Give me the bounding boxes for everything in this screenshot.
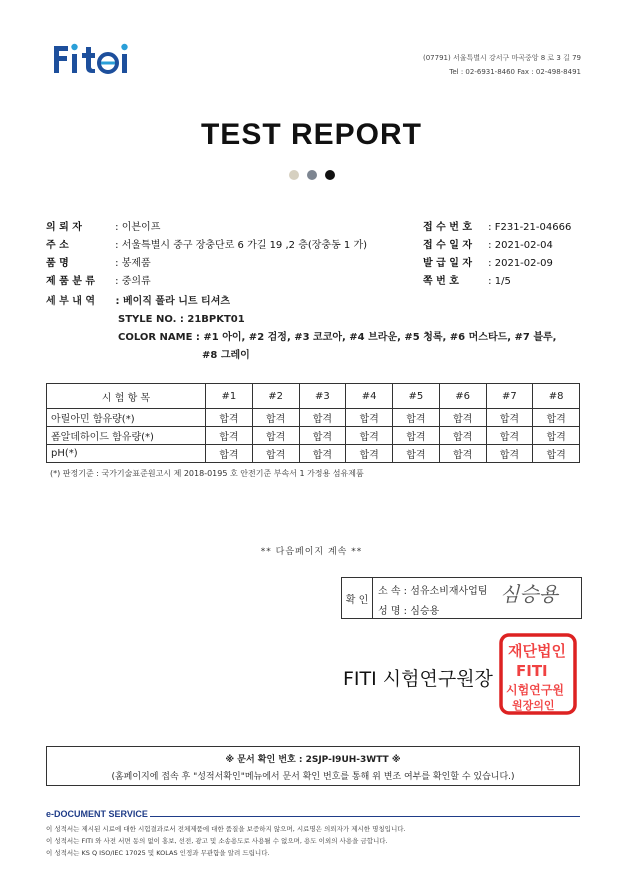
address-line: (07791) 서울특별시 강서구 마곡중앙 8 로 3 길 79	[422, 54, 581, 62]
table-header-cell: #7	[486, 384, 533, 409]
table-cell: 합격	[346, 409, 393, 427]
footer-notes	[46, 823, 406, 859]
table-cell: 합격	[486, 409, 533, 427]
svg-text:시험연구원: 시험연구원	[506, 683, 564, 697]
contact-line: Tel : 02-6931-8460 Fax : 02-498-8491	[449, 68, 581, 76]
table-header-cell: #2	[252, 384, 299, 409]
document-instruction: (홈페이지에 접속 후 "성적서확인"메뉴에서 문서 확인 번호를 통해 위 변조 여부를 확인할 수 있습니다.)	[111, 772, 515, 782]
table-cell-label: 아릴아민 함유량(*)	[47, 409, 206, 427]
info-value: 1/5	[494, 276, 511, 287]
info-value: 서울특별시 중구 장충단로 6 가길 19 ,2 층(장충동 1 가)	[121, 240, 368, 251]
table-cell: 합격	[439, 445, 486, 463]
info-row: 품 명 : 봉제품	[46, 258, 151, 269]
info-row: 의 뢰 자 : 이븐이프	[46, 222, 161, 233]
table-cell-label: 폼알데하이드 함유량(*)	[47, 427, 206, 445]
info-row: 주 소 : 서울특별시 중구 장충단로 6 가길 19 ,2 층(장충동 1 가)	[46, 240, 368, 251]
continued-label: ** 다음페이지 계속 **	[260, 547, 363, 557]
table-cell: 합격	[252, 427, 299, 445]
report-title: TEST REPORT	[200, 118, 422, 151]
table-cell: 합격	[393, 445, 440, 463]
table-cell: 합격	[206, 427, 253, 445]
info-key: 의 뢰 자	[46, 222, 82, 233]
table-cell-label: pH(*)	[47, 445, 206, 463]
table-header-cell: #1	[206, 384, 253, 409]
svg-text:FITI: FITI	[516, 662, 548, 680]
table-cell: 합격	[533, 427, 580, 445]
info-value: 중의류	[121, 276, 151, 287]
detail-row: 세 부 내 역 : 베이직 폴라 니트 티셔츠	[46, 296, 231, 307]
info-key: 품 명	[46, 258, 69, 269]
table-cell: 합격	[533, 409, 580, 427]
info-key: 쪽 번 호	[423, 276, 459, 287]
table-cell: 합격	[299, 427, 346, 445]
detail-key: 세 부 내 역	[46, 296, 96, 307]
info-value: 이븐이프	[121, 222, 161, 233]
document-number: ※ 문서 확인 번호 : 2SJP-I9UH-3WTT ※	[225, 755, 401, 765]
decorative-dots	[289, 170, 335, 180]
svg-text:원장의인: 원장의인	[512, 699, 555, 712]
divider	[150, 816, 580, 817]
table-header-cell: #4	[346, 384, 393, 409]
table-cell: 합격	[252, 445, 299, 463]
table-cell: 합격	[486, 427, 533, 445]
info-key: 제 품 분 류	[46, 276, 96, 287]
info-value: F231-21-04666	[494, 222, 572, 233]
table-cell: 합격	[206, 445, 253, 463]
confirm-name: 성 명 : 심승용	[378, 606, 440, 617]
table-cell: 합격	[393, 409, 440, 427]
results-table	[46, 383, 580, 463]
table-header-row	[47, 384, 580, 409]
info-row: 쪽 번 호 : 1/5	[423, 276, 511, 287]
info-key: 접 수 일 자	[423, 240, 473, 251]
director-title: FITI 시험연구원장	[343, 668, 493, 690]
table-cell: 합격	[486, 445, 533, 463]
table-cell: 합격	[299, 445, 346, 463]
table-row	[47, 445, 580, 463]
table-header-cell: #6	[439, 384, 486, 409]
table-cell: 합격	[299, 409, 346, 427]
info-row: 접 수 일 자 : 2021-02-04	[423, 240, 553, 251]
official-seal-icon	[498, 632, 578, 716]
table-header-cell: 시 험 항 목	[47, 384, 206, 409]
color-name-cont: #8 그레이	[202, 350, 250, 361]
info-key: 접 수 번 호	[423, 222, 473, 233]
info-row: 접 수 번 호 : F231-21-04666	[423, 222, 572, 233]
table-cell: 합격	[439, 409, 486, 427]
table-cell: 합격	[252, 409, 299, 427]
detail-section	[46, 294, 556, 363]
info-value: 봉제품	[121, 258, 151, 269]
dot-icon	[325, 170, 335, 180]
footer-line: 이 성적서는 KS Q ISO/IEC 17025 및 KOLAS 인정과 무관함을 알려 드립니다.	[46, 849, 270, 857]
client-info	[46, 220, 367, 292]
report-info	[423, 220, 571, 292]
style-no: STYLE NO. : 21BPKT01	[118, 314, 245, 325]
e-document-service-label: e-DOCUMENT SERVICE	[46, 809, 148, 819]
table-cell: 합격	[346, 445, 393, 463]
company-address	[423, 51, 581, 79]
handwritten-signature: 심승용	[500, 582, 558, 606]
footer-line: 이 성적서는 제시된 시료에 대한 시험결과로서 전체제품에 대한 품질을 보증하지 않으며, 시료명은 의뢰자가 제시한 명칭입니다.	[46, 825, 406, 833]
info-key: 주 소	[46, 240, 69, 251]
info-row: 제 품 분 류 : 중의류	[46, 276, 151, 287]
footer-line: 이 성적서는 FITI 와 사전 서면 동의 없이 홍보, 선전, 광고 및 소송용도로 사용될 수 없으며, 용도 이외의 사용을 금합니다.	[46, 837, 388, 845]
fiti-logo	[46, 36, 146, 76]
dot-icon	[289, 170, 299, 180]
color-name: COLOR NAME : #1 아이, #2 검정, #3 코코아, #4 브라운, #5 청록, #6 머스타드, #7 블루,	[118, 332, 557, 343]
document-number-box	[46, 746, 580, 786]
judgement-note: (*) 판정기준 : 국가기술표준원고시 제 2018-0195 호 안전기준 부속서 1 가정용 섬유제품	[50, 469, 364, 478]
info-value: 2021-02-09	[494, 258, 553, 269]
detail-value: 베이직 폴라 니트 티셔츠	[122, 296, 231, 307]
table-cell: 합격	[346, 427, 393, 445]
table-row	[47, 427, 580, 445]
dot-icon	[307, 170, 317, 180]
confirm-label: 확 인	[342, 578, 373, 618]
table-cell: 합격	[439, 427, 486, 445]
info-row: 발 급 일 자 : 2021-02-09	[423, 258, 553, 269]
table-header-cell: #8	[533, 384, 580, 409]
table-header-cell: #5	[393, 384, 440, 409]
table-header-cell: #3	[299, 384, 346, 409]
info-value: 2021-02-04	[494, 240, 553, 251]
table-row	[47, 409, 580, 427]
svg-text:재단법인: 재단법인	[508, 642, 566, 660]
table-cell: 합격	[533, 445, 580, 463]
confirm-dept: 소 속 : 섬유소비재사업팀	[378, 586, 488, 597]
table-cell: 합격	[393, 427, 440, 445]
table-cell: 합격	[206, 409, 253, 427]
info-key: 발 급 일 자	[423, 258, 473, 269]
